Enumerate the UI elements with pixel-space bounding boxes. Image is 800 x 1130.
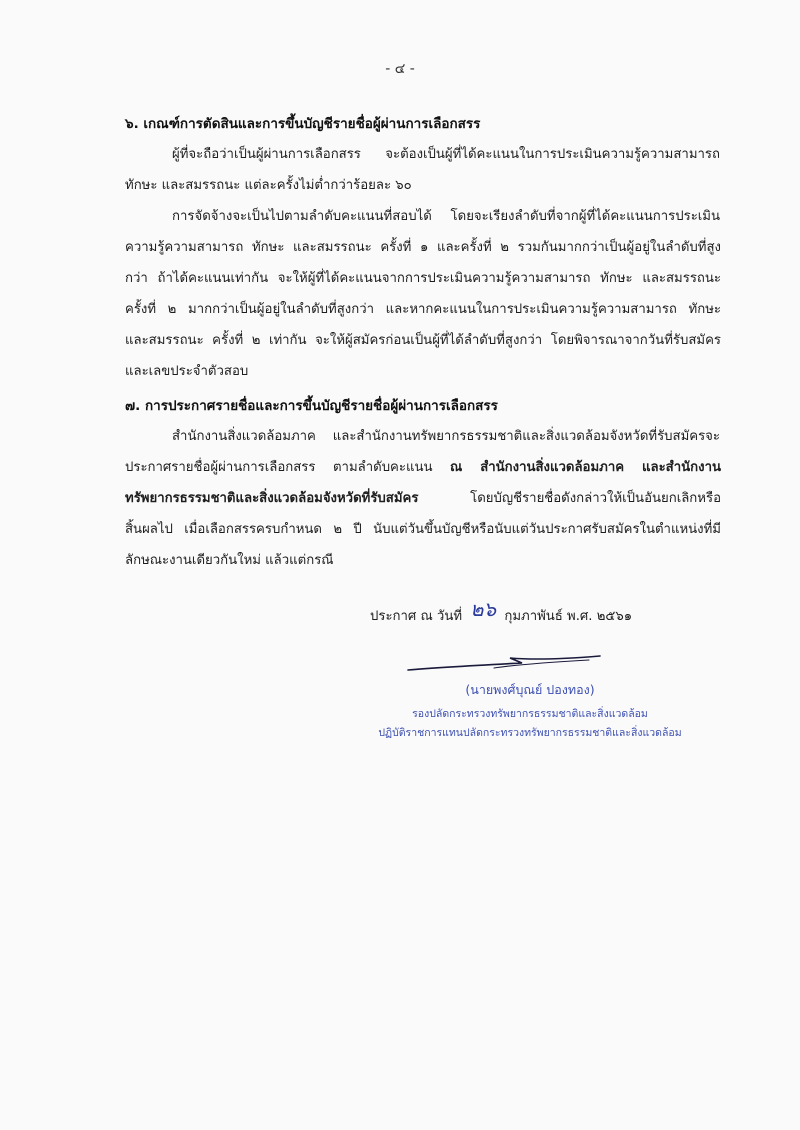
announcement-prefix: ประกาศ ณ วันที่ [370, 609, 463, 624]
section-6-heading: ๖. เกณฑ์การตัดสินและการขึ้นบัญชีรายชื่อผู้ผ่านการเลือกสรร [125, 116, 481, 132]
signatory-name: (นายพงศ์บุณย์ ปองทอง) [465, 682, 595, 697]
handwritten-day: ๒๖ [470, 597, 497, 621]
section-6-paragraph-2-line: และเลขประจำตัวสอบ [125, 364, 249, 379]
announcement-month-year: กุมภาพันธ์ พ.ศ. ๒๕๖๑ [504, 609, 633, 624]
section-6-paragraph-2-line: การจัดจ้างจะเป็นไปตามลำดับคะแนนที่สอบได้ โดยจะเรียงลำดับที่จากผู้ที่ได้คะแนนการประเมิน [172, 209, 720, 224]
signatory-position: รองปลัดกระทรวงทรัพยากรธรรมชาติและสิ่งแวดล้อม [412, 708, 648, 720]
section-7-text: โดยบัญชีรายชื่อดังกล่าวให้เป็นอันยกเลิกหรือ [418, 491, 721, 506]
section-7-bold-text: ณ สำนักงานสิ่งแวดล้อมภาค และสำนักงาน [450, 460, 721, 475]
section-6-paragraph-2-line: ครั้งที่ ๒ มากกว่าเป็นผู้อยู่ในลำดับที่สูงกว่า และหากคะแนนในการประเมินความรู้ความสามารถ ทักษะ [125, 302, 721, 317]
section-7-paragraph-line: ลักษณะงานเดียวกันใหม่ แล้วแต่กรณี [125, 553, 334, 568]
section-6-paragraph-2-line: ความรู้ความสามารถ ทักษะ และสมรรถนะ ครั้งที่ ๑ และครั้งที่ ๒ รวมกันมากกว่าเป็นผู้อยู่ในลำดับที่สูง [125, 240, 721, 255]
section-7-paragraph-line: สิ้นผลไป เมื่อเลือกสรรครบกำหนด ๒ ปี นับแต่วันขึ้นบัญชีหรือนับแต่วันประกาศรับสมัครในตำแหน่งที่มี [125, 522, 721, 537]
section-7-bold-text: ทรัพยากรธรรมชาติและสิ่งแวดล้อมจังหวัดที่รับสมัคร [125, 491, 419, 506]
section-6-paragraph-2-line: และสมรรถนะ ครั้งที่ ๒ เท่ากัน จะให้ผู้สมัครก่อนเป็นผู้ที่ได้ลำดับที่สูงกว่า โดยพิจารณาจากวันที่รับสมัคร [125, 333, 721, 348]
announcement-date [370, 597, 632, 629]
section-7-text: ประกาศรายชื่อผู้ผ่านการเลือกสรร ตามลำดับคะแนน [125, 460, 451, 475]
section-7-heading: ๗. การประกาศรายชื่อและการขึ้นบัญชีรายชื่อผู้ผ่านการเลือกสรร [125, 398, 498, 414]
section-7-paragraph-line [125, 487, 721, 508]
signatory-acting-position: ปฏิบัติราชการแทนปลัดกระทรวงทรัพยากรธรรมชาติและสิ่งแวดล้อม [378, 727, 682, 739]
section-7-paragraph-line [125, 456, 721, 477]
page-number: - ๔ - [385, 61, 415, 77]
section-6-paragraph-1-line: ผู้ที่จะถือว่าเป็นผู้ผ่านการเลือกสรร จะต้องเป็นผู้ที่ได้คะแนนในการประเมินความรู้ความสามารถ [172, 147, 720, 162]
section-7-paragraph-line: สำนักงานสิ่งแวดล้อมภาค และสำนักงานทรัพยากรธรรมชาติและสิ่งแวดล้อมจังหวัดที่รับสมัครจะ [172, 429, 720, 444]
section-6-paragraph-1-line: ทักษะ และสมรรถนะ แต่ละครั้งไม่ต่ำกว่าร้อยละ ๖๐ [125, 178, 412, 193]
handwritten-signature [404, 648, 604, 678]
section-6-paragraph-2-line: กว่า ถ้าได้คะแนนเท่ากัน จะให้ผู้ที่ได้คะแนนจากการประเมินความรู้ความสามารถ ทักษะ และสมรรถนะ [125, 271, 721, 286]
